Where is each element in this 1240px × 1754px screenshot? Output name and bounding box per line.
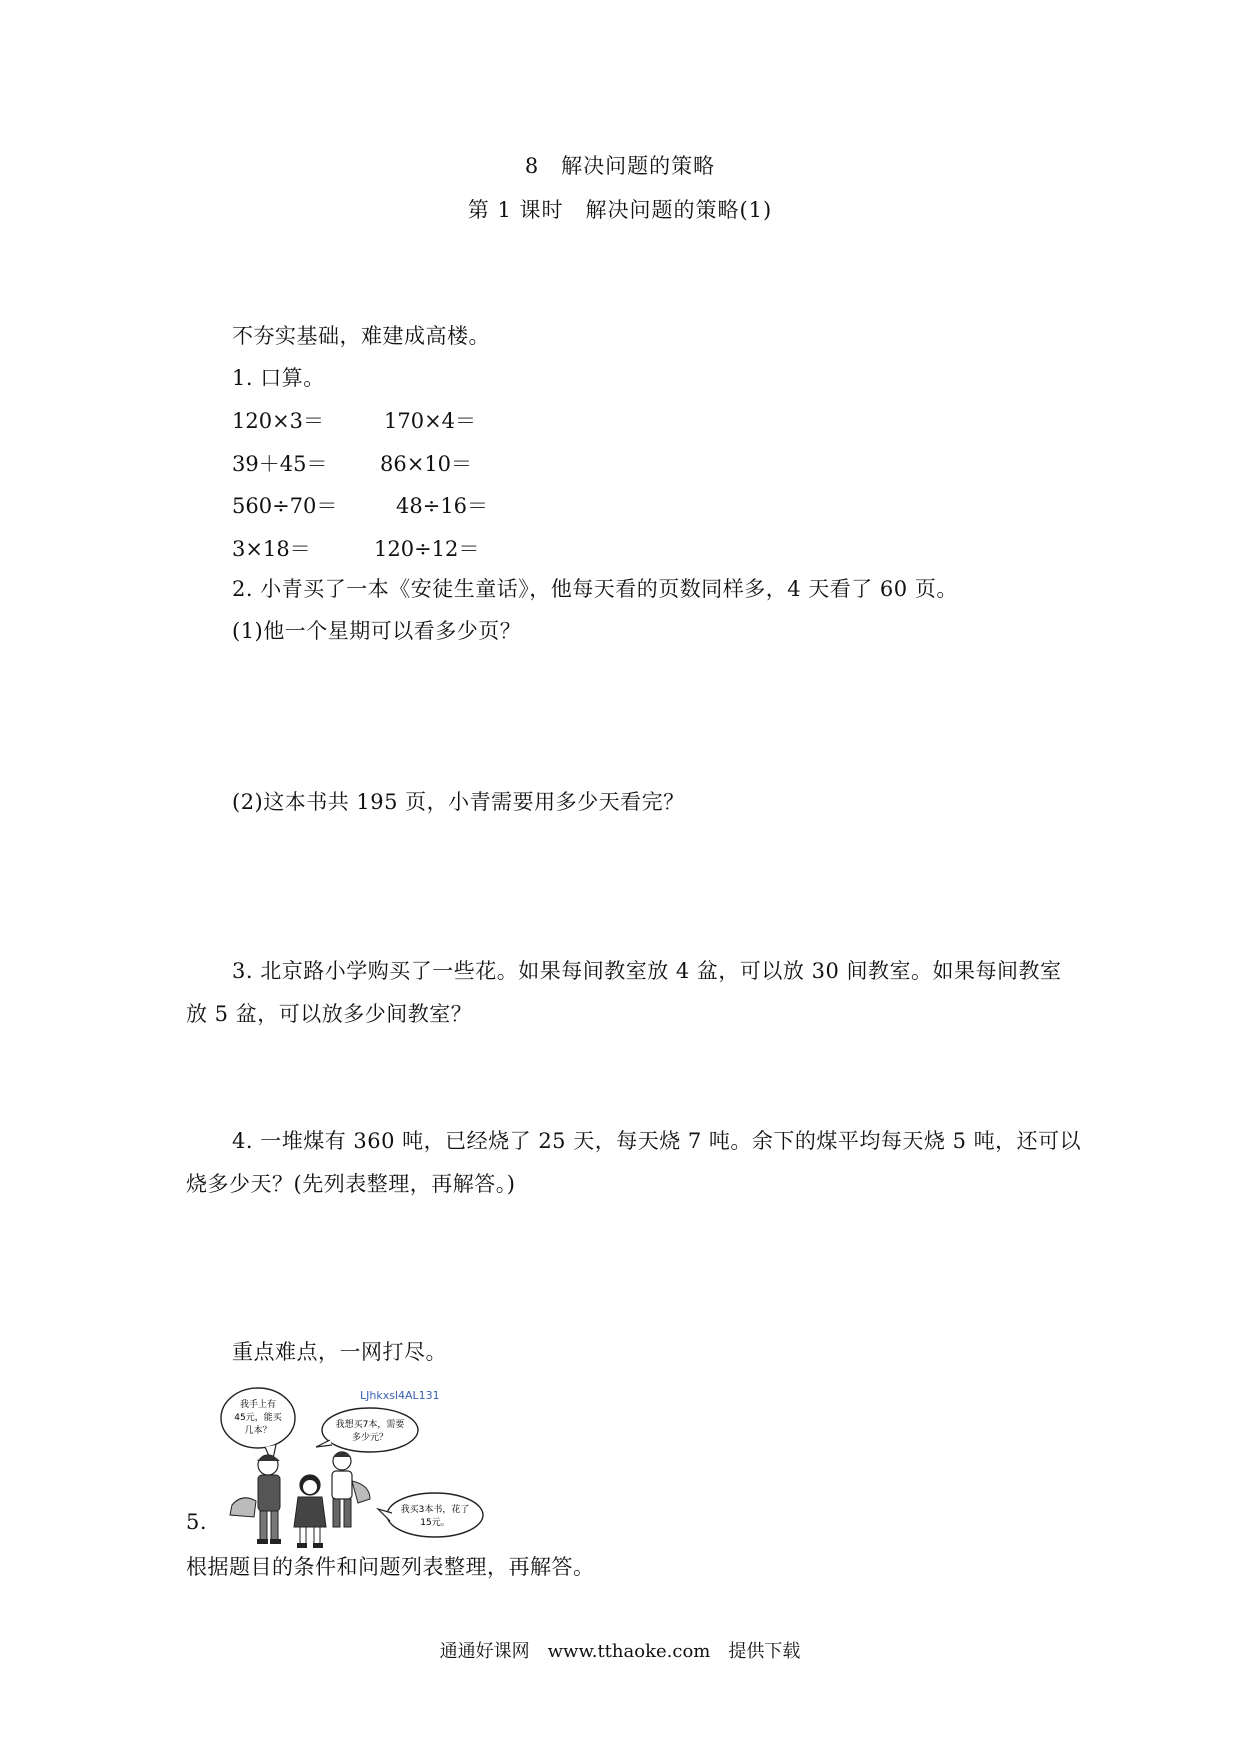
calc-item: 120÷12＝ xyxy=(374,537,480,561)
illustration-code-label: LJhkxsl4AL131 xyxy=(360,1389,440,1402)
question-4-line-1: 4. 一堆煤有 360 吨，已经烧了 25 天，每天烧 7 吨。余下的煤平均每天烧 5 吨，还可以 xyxy=(232,1129,1082,1153)
child-left-figure xyxy=(230,1455,281,1544)
question-5-number: 5. xyxy=(186,1510,208,1534)
calc-item: 170×4＝ xyxy=(384,409,477,433)
calc-item: 86×10＝ xyxy=(380,452,473,476)
speech-bubble-2 xyxy=(322,1408,418,1452)
bubble-tail xyxy=(316,1440,332,1447)
section-heading-basics: 不夯实基础，难建成高楼。 xyxy=(232,324,490,348)
question-2-part-2: (2)这本书共 195 页，小青需要用多少天看完？ xyxy=(232,790,685,814)
chapter-title: 8 解决问题的策略 xyxy=(524,154,716,178)
question-1-label: 1. 口算。 xyxy=(232,366,325,390)
question-3-line-1: 3. 北京路小学购买了一些花。如果每间教室放 4 盆，可以放 30 间教室。如果每间教室 xyxy=(232,959,1062,983)
question-3-line-2: 放 5 盆，可以放多少间教室？ xyxy=(186,1002,473,1026)
calc-item: 48÷16＝ xyxy=(396,494,489,518)
footer-download-note: 通通好课网 www.tthaoke.com 提供下载 xyxy=(439,1641,801,1662)
calc-item: 560÷70＝ xyxy=(232,494,338,518)
children-buying-books-illustration xyxy=(220,1385,490,1555)
bubble-1-text: 45元，能买 xyxy=(234,1413,282,1423)
bubble-3-text: 我买3本书，花了 xyxy=(400,1505,470,1515)
child-right-figure xyxy=(332,1452,370,1527)
speech-bubble-3 xyxy=(387,1493,483,1537)
calc-item: 3×18＝ xyxy=(232,537,311,561)
lesson-title: 第 1 课时 解决问题的策略(1) xyxy=(467,198,773,222)
calc-item: 39＋45＝ xyxy=(232,452,328,476)
bubble-1-text: 几本？ xyxy=(244,1426,272,1436)
section-heading-key-points: 重点难点，一网打尽。 xyxy=(232,1340,447,1364)
bubble-2-text: 我想买7本，需要 xyxy=(335,1420,405,1430)
calc-item: 120×3＝ xyxy=(232,409,325,433)
question-4-line-2: 烧多少天？(先列表整理，再解答。) xyxy=(186,1172,516,1196)
question-5-text: 根据题目的条件和问题列表整理，再解答。 xyxy=(186,1555,595,1579)
child-middle-figure xyxy=(294,1475,326,1548)
question-2-part-1: (1)他一个星期可以看多少页？ xyxy=(232,619,522,643)
bubble-1-text: 我手上有 xyxy=(239,1400,277,1410)
question-2: 2. 小青买了一本《安徒生童话》，他每天看的页数同样多，4 天看了 60 页。 xyxy=(232,577,958,601)
bubble-3-text: 15元。 xyxy=(420,1518,450,1528)
bubble-2-text: 多少元？ xyxy=(351,1433,389,1443)
